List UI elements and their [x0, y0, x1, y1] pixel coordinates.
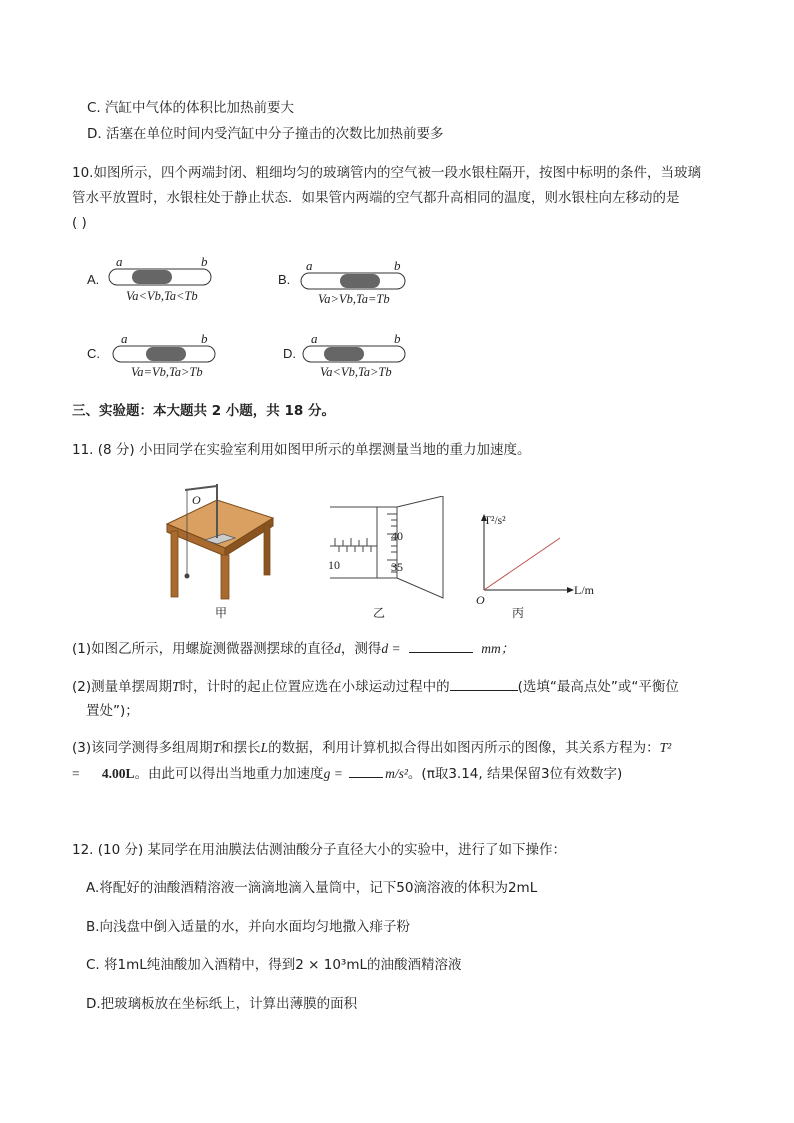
q11-part3-cont — [72, 763, 622, 784]
glass-tube-icon — [108, 268, 212, 286]
section-heading: 三、实验题：本大题共 2 小题，共 18 分。 — [72, 403, 335, 419]
var-d: d — [334, 641, 341, 656]
glass-tube-icon — [300, 272, 406, 290]
q10-answer-bracket: ( ) — [72, 215, 87, 231]
q10-stem-line1: 10.如图所示，四个两端封闭、粗细均匀的玻璃管内的空气被一段水银柱隔开，按图中标明的条件，当玻璃 — [72, 165, 701, 181]
pendulum-table-figure — [165, 478, 275, 603]
q9-option-c: C. 汽缸中气体的体积比加热前要大 — [87, 100, 295, 116]
q12-step-d: D.把玻璃板放在坐标纸上，计算出薄膜的面积 — [86, 996, 358, 1012]
scale-10-label: 10 — [328, 558, 340, 572]
q12-step-a: A.将配好的油酸酒精溶液一滴滴地滴入量筒中，记下50滴溶液的体积为2mL — [86, 880, 538, 896]
x-axis-label: L/m — [574, 583, 594, 597]
q11-part2 — [72, 676, 679, 697]
q12-step-c: C. 将1mL纯油酸加入酒精中，得到2 × 10³mL的油酸酒精溶液 — [86, 957, 462, 973]
q12-stem: 12. (10 分) 某同学在用油膜法估测油酸分子直径大小的实验中，进行了如下操作： — [72, 842, 567, 858]
text: (3)该同学测得多组周期 — [72, 740, 213, 756]
glass-tube-icon — [112, 345, 216, 363]
q9-option-d: D. 活塞在单位时间内受汽缸中分子撞击的次数比加热前要多 — [87, 126, 444, 142]
q11-part2-cont: 置处”)； — [86, 703, 139, 719]
text: (2)测量单摆周期 — [72, 679, 173, 695]
var-T: T — [172, 679, 180, 694]
tube-end-a-label: a — [306, 258, 313, 273]
var-T2: T² — [659, 740, 672, 755]
tube-condition: Va<Vb,Ta>Tb — [320, 365, 392, 379]
var-L: L — [260, 740, 269, 755]
text: (1)如图乙所示，用螺旋测微器测摆球的直径 — [72, 641, 335, 657]
glass-tube-icon — [302, 345, 406, 363]
text: 的数据，利用计算机拟合得出如图丙所示的图像，其关系方程为： — [268, 740, 660, 756]
tube-condition: Va>Vb,Ta=Tb — [318, 292, 390, 306]
origin-label: O — [476, 593, 485, 607]
answer-blank-d[interactable] — [409, 638, 473, 653]
y-axis-label: T²/s² — [484, 515, 506, 527]
figure-yi-caption: 乙 — [373, 606, 386, 620]
pivot-label: O — [192, 493, 201, 507]
text: (选填“最高点处”或“平衡位 — [517, 679, 679, 695]
q11-part3 — [72, 738, 671, 758]
tube-end-b-label: b — [394, 331, 401, 346]
tube-condition: Va<Vb,Ta<Tb — [126, 289, 198, 303]
text: 时，计时的起止位置应选在小球运动过程中的 — [179, 679, 450, 695]
equation-rhs: 4.00L — [101, 766, 135, 781]
scale-35-label: 35 — [391, 560, 403, 574]
figure-jia-caption: 甲 — [215, 606, 228, 620]
tube-end-b-label: b — [394, 258, 401, 273]
option-letter: D. — [283, 346, 296, 361]
option-letter: A. — [87, 272, 100, 287]
option-letter: C. — [87, 346, 100, 361]
answer-blank-g[interactable] — [349, 763, 383, 778]
q10-stem-line2: 管水平放置时，水银柱处于静止状态．如果管内两端的空气都升高相同的温度，则水银柱向左移动的是 — [72, 190, 680, 206]
var-d-eq: d = — [381, 641, 401, 656]
answer-blank-position[interactable] — [450, 676, 518, 691]
eq-sign: = — [72, 766, 80, 781]
tube-condition: Va=Vb,Ta>Tb — [131, 365, 203, 379]
text: 。(π取3.14, 结果保留3位有效数字) — [407, 766, 623, 782]
tube-end-a-label: a — [121, 331, 128, 346]
tube-end-a-label: a — [116, 254, 123, 269]
scale-40-label: 40 — [391, 529, 403, 543]
tube-end-b-label: b — [201, 254, 208, 269]
unit-mm: mm； — [481, 641, 515, 656]
text: 和摆长 — [220, 740, 261, 756]
micrometer-figure — [325, 496, 445, 602]
q11-stem: 11. (8 分) 小田同学在实验室利用如图甲所示的单摆测量当地的重力加速度。 — [72, 442, 531, 458]
text: ，测得 — [340, 641, 382, 657]
tube-end-b-label: b — [201, 331, 208, 346]
tube-end-a-label: a — [311, 331, 318, 346]
var-T: T — [212, 740, 221, 755]
q11-part1 — [72, 638, 514, 659]
option-letter: B. — [278, 272, 291, 287]
unit-ms2: m/s² — [385, 766, 408, 781]
var-g-eq: g = — [323, 766, 343, 781]
q12-step-b: B.向浅盘中倒入适量的水，并向水面均匀地撒入痱子粉 — [86, 919, 411, 935]
figure-bing-caption: 丙 — [512, 606, 525, 620]
text: 。由此可以得出当地重力加速度 — [134, 766, 324, 782]
